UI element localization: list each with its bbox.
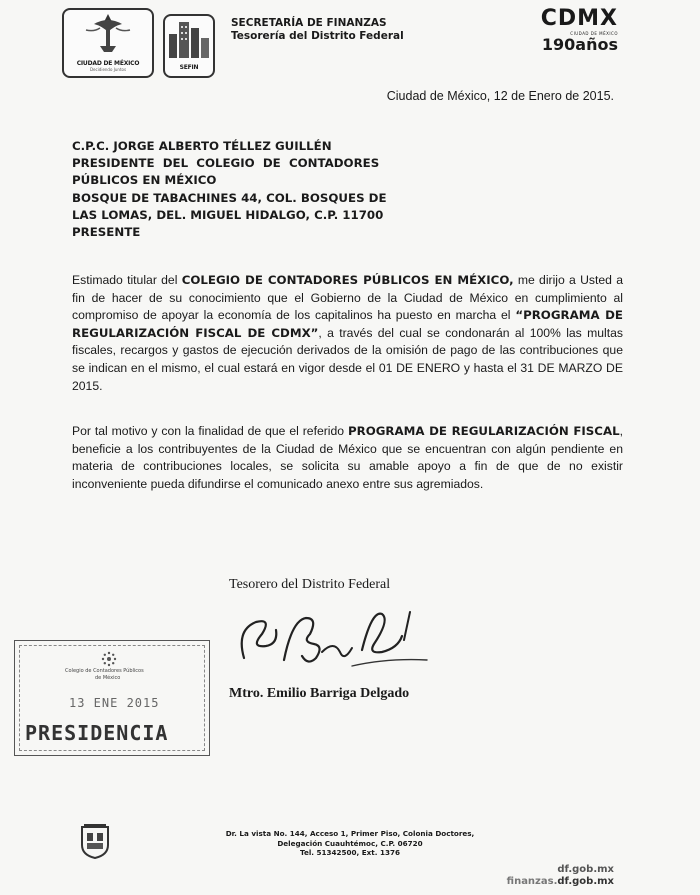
- address-line: Delegación Cuauhtémoc, C.P. 06720: [277, 838, 423, 848]
- footer-address: [160, 829, 540, 858]
- brand-tiny-caption: CIUDAD DE MÉXICO: [570, 31, 618, 36]
- address-line: Tel. 51342500, Ext. 1376: [300, 848, 400, 857]
- cdmx-brand: [541, 8, 618, 53]
- stamp-date: 13 ENE 2015: [69, 696, 160, 710]
- website-link[interactable]: df.gob.mx: [557, 864, 614, 875]
- recipient-block: [72, 138, 402, 241]
- p1-bold-college: COLEGIO DE CONTADORES PÚBLICOS EN MÉXICO,: [181, 273, 514, 287]
- finance-website-link[interactable]: [507, 876, 614, 888]
- recipient-line: PRESIDENTE DEL COLEGIO DE CONTADORES: [72, 156, 380, 171]
- signer-name: Mtro. Emilio Barriga Delgado: [229, 686, 410, 701]
- letterhead-issuer: [231, 17, 404, 43]
- sefin-logo: [163, 14, 215, 78]
- cdmx-logo-caption: CIUDAD DE MÉXICO: [76, 60, 140, 67]
- stamp-org-line: de México: [95, 675, 121, 681]
- signer-title: Tesorero del Distrito Federal: [229, 577, 391, 592]
- recipient-line: PÚBLICOS EN MÉXICO: [72, 173, 217, 188]
- recipient-line: LAS LOMAS, DEL. MIGUEL HIDALGO, C.P. 11700: [72, 207, 384, 222]
- stamp-org-line: Colegio de Contadores Públicos: [65, 668, 144, 674]
- angel-emblem-icon: [64, 10, 152, 56]
- cdmx-logo-subcaption: Decidiendo Juntos: [89, 67, 127, 72]
- p2-text: , beneficie a los contribuyentes de la Ciudad de México que se encuentran con algún pendiente en materia de contribuciones locales, se solicita su amable apoyo a fin de que de no existir inconveniente pueda difundirse el comunicado anexo entre sus agremiados.: [72, 424, 624, 491]
- footer-links: [507, 864, 614, 888]
- address-line: Dr. La vista No. 144, Acceso 1, Primer Piso, Colonia Doctores,: [225, 829, 475, 838]
- body-paragraph-2: [72, 423, 623, 493]
- letter-date: Ciudad de México, 12 de Enero de 2015.: [386, 89, 614, 103]
- sefin-logo-caption: SEFIN: [179, 64, 199, 71]
- recipient-line: PRESENTE: [72, 225, 141, 240]
- recipient-line: BOSQUE DE TABACHINES 44, COL. BOSQUES DE: [72, 190, 387, 205]
- stamp-department: PRESIDENCIA: [25, 721, 169, 745]
- college-emblem-icon: [101, 651, 117, 667]
- recipient-line: C.P.C. JORGE ALBERTO TÉLLEZ GUILLÉN: [72, 139, 332, 153]
- p1-text: , a través del cual se condonarán al 100% las multas fiscales, recargos y gastos de ejecución derivados de la omisión de pago de las contribuciones que se indican en el mismo, el cual estará en vigor desde el 01 DE ENERO y hasta el 31 DE MARZO DE 2015.: [72, 325, 623, 393]
- p2-text: Por tal motivo y con la finalidad de que el referido: [72, 424, 348, 438]
- p1-text: Estimado titular del: [72, 273, 182, 287]
- reception-stamp: [14, 640, 210, 756]
- p1-text: me dirijo a Usted a fin de hacer de su conocimiento que el Gobierno de la Ciudad de México en cumplimiento al compromiso de apoyar la economía de los capitalinos ha puesto en marcha el: [72, 273, 623, 323]
- stamp-organization: [65, 668, 144, 682]
- cdmx-government-logo: [62, 8, 154, 78]
- body-paragraph-1: [72, 272, 623, 395]
- tesoreria-title: Tesorería del Distrito Federal: [231, 30, 404, 42]
- link-prefix: finanzas.: [506, 876, 558, 887]
- p1-bold-program: “PROGRAMA DE REGULARIZACIÓN FISCAL DE CDMX”: [72, 308, 623, 340]
- buildings-icon: [165, 16, 213, 60]
- brand-anniversary: 190años: [541, 35, 618, 54]
- brand-cdmx: CDMX: [540, 6, 618, 31]
- link-suffix: df.gob.mx: [557, 876, 614, 887]
- city-shield-icon: [80, 823, 110, 859]
- p2-bold-program: PROGRAMA DE REGULARIZACIÓN FISCAL: [347, 424, 620, 438]
- secretaria-title: SECRETARÍA DE FINANZAS: [231, 17, 387, 29]
- handwritten-signature: [222, 600, 442, 680]
